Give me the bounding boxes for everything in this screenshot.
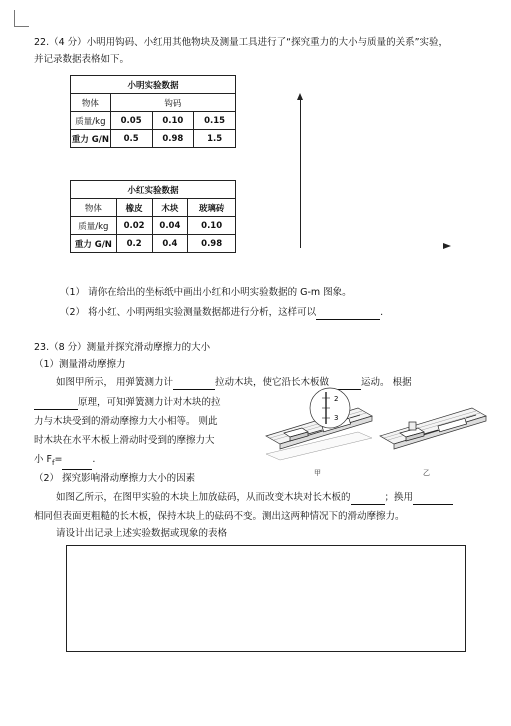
table-row	[71, 235, 236, 253]
table-cell: 重力 G/N	[71, 130, 111, 148]
q23-blank-pressure[interactable]	[351, 493, 385, 505]
friction-experiment-figure	[262, 384, 502, 474]
table-xiaoming	[70, 75, 236, 148]
q23-para3: 力与木块受到的滑动摩擦力大小相等。 则此	[34, 416, 218, 427]
table-cell: 0.10	[188, 217, 236, 235]
table-cell: 0.98	[152, 130, 194, 148]
weight-icon	[409, 422, 416, 430]
q23-blank-pull-method[interactable]	[173, 378, 215, 390]
q23-para1: 如图甲所示， 用弹簧测力计 拉动木块，使它沿长木板做 运动。 根据	[56, 377, 412, 388]
q23-para6: 如图乙所示，在图甲实验的木块上加放砝码，从而改变木块对长木板的 ；换用	[56, 491, 453, 505]
answer-table-box[interactable]	[66, 545, 466, 652]
q22-intro-line1: 22.（4 分）小明用钩码、小红用其他物块及测量工具进行了“探究重力的大小与质量的关系”实验，	[34, 37, 449, 48]
table-cell: 0.5	[110, 130, 152, 148]
table-cell: 0.02	[116, 217, 152, 235]
table-cell: 1.5	[194, 130, 236, 148]
q23-part2: （2） 探究影响滑动摩擦力大小的因素	[34, 473, 196, 484]
table-cell: 重力 G/N	[71, 235, 117, 253]
table-cell: 0.15	[194, 112, 236, 130]
dial-label-2: 2	[334, 395, 339, 403]
table-cell: 橡皮	[116, 199, 152, 217]
q22-sub2: （2） 将小红、小明两组实验测量数据都进行分析，这样可以 .	[60, 307, 384, 318]
q23-para5: 小 $F_f=$ .	[34, 453, 95, 470]
page-corner-mark	[14, 10, 29, 27]
q23-title: 23.（8 分）测量并探究滑动摩擦力的大小	[34, 342, 211, 353]
q22-intro-line2: 并记录数据表格如下。	[34, 54, 130, 65]
table-xiaoming-header-object: 物体	[71, 94, 111, 112]
table-xiaohong	[70, 180, 236, 253]
dial-label-3: 3	[334, 414, 339, 422]
x-axis-arrow-icon	[443, 243, 451, 249]
figure-label-jia: 甲	[314, 469, 321, 477]
table-row	[71, 112, 236, 130]
table-cell: 木块	[152, 199, 188, 217]
q23-blank-board[interactable]	[413, 493, 453, 505]
table-xiaohong-title: 小红实验数据	[71, 181, 236, 199]
q23-para2: 原理，可知弹簧测力计对木块的拉	[34, 396, 221, 410]
spring-scale-dial	[310, 388, 350, 428]
table-row	[71, 217, 236, 235]
q23-blank-principle[interactable]	[34, 398, 78, 410]
q22-sub1: （1） 请你在给出的坐标纸中画出小红和小明实验数据的 G-m 图象。	[60, 287, 352, 298]
table-row	[71, 130, 236, 148]
q23-blank-friction-value[interactable]	[62, 458, 92, 470]
table-cell: 0.05	[110, 112, 152, 130]
table-cell: 物体	[71, 199, 117, 217]
table-cell: 质量/kg	[71, 217, 117, 235]
table-cell: 玻璃砖	[188, 199, 236, 217]
table-xiaoming-header-hook: 钩码	[110, 94, 235, 112]
table-xiaoming-title: 小明实验数据	[71, 76, 236, 94]
q23-part1: （1）测量滑动摩擦力	[34, 359, 126, 370]
y-axis-line	[300, 98, 301, 248]
q22-answer-blank[interactable]	[316, 308, 380, 320]
table-cell: 0.10	[152, 112, 194, 130]
table-cell: 质量/kg	[71, 112, 111, 130]
figure-label-yi: 乙	[423, 469, 430, 477]
figure-yi	[380, 408, 486, 449]
q23-para7: 相同但表面更粗糙的长木板，保持木块上的砝码不变。测出这两种情况下的滑动摩擦力。	[34, 511, 405, 522]
table-cell: 0.2	[116, 235, 152, 253]
q23-para8: 请设计出记录上述实验数据或现象的表格	[56, 528, 228, 539]
table-cell: 0.04	[152, 217, 188, 235]
table-cell: 0.98	[188, 235, 236, 253]
q23-para4: 时木块在水平木板上滑动时受到的摩擦力大	[34, 435, 215, 446]
table-cell: 0.4	[152, 235, 188, 253]
